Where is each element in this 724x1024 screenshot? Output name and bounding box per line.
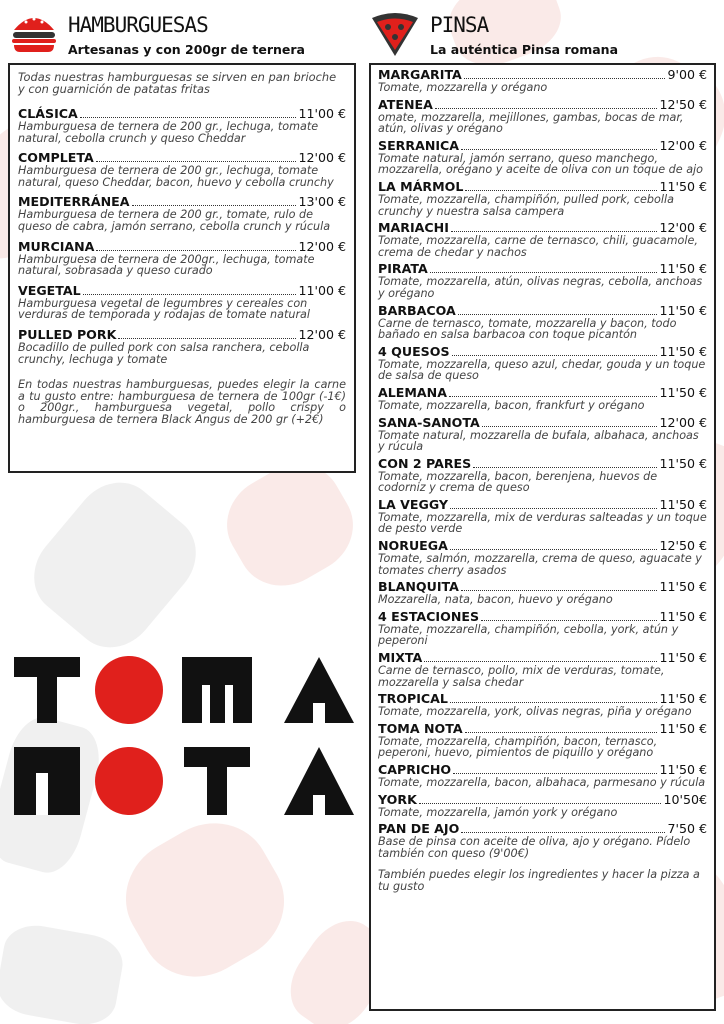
dot-leader	[118, 337, 296, 339]
menu-item	[378, 98, 707, 135]
menu-item-row	[378, 498, 707, 512]
dot-leader	[96, 160, 297, 162]
menu-item-description: Tomate, mozzarella, champiñón, cebolla, york, atún y peperoni	[378, 622, 679, 648]
menu-item-name: TOMA NOTA	[378, 720, 463, 736]
dot-leader	[96, 249, 296, 251]
menu-item-name: ATENEA	[378, 96, 433, 112]
pizza-icon	[370, 12, 420, 56]
menu-item-row	[378, 651, 707, 665]
menu-item-description: Tomate, mozzarella, champiñón, bacon, ternasco, peperoni, huevo, pimientos de piquillo y orégano	[378, 734, 658, 760]
menu-item	[378, 539, 707, 576]
menu-item-name: 4 ESTACIONES	[378, 608, 480, 624]
dot-leader	[461, 589, 658, 591]
burgers-intro: Todas nuestras hamburguesas se sirven en pan brioche y con guarnición de patatas fritas	[18, 70, 337, 96]
menu-item	[378, 221, 707, 258]
menu-item	[378, 610, 707, 647]
menu-item	[378, 262, 707, 299]
menu-item-name: MARIACHI	[378, 220, 449, 236]
menu-item	[378, 651, 707, 688]
menu-item-name: CLÁSICA	[18, 106, 78, 121]
menu-item-name: ALEMANA	[378, 384, 447, 400]
menu-item	[18, 240, 346, 277]
pinsa-subtitle: La auténtica Pinsa romana	[430, 42, 619, 57]
menu-item-price: 12'00 €	[659, 220, 707, 236]
menu-item-name: COMPLETA	[18, 150, 94, 166]
dot-leader	[449, 395, 658, 397]
burgers-note: En todas nuestras hamburguesas, puedes elegir la carne a tu gusto entre: hamburguesa de ternera de 100gr (-1€) o 200gr., hamburguesa vegetal, pollo crispy o hamburguesa de ternera Black Angus de 200 gr (+2€)	[18, 378, 346, 426]
menu-item-description: Hamburguesa de ternera de 200 gr., lechuga, tomate natural, queso Cheddar, bacon, huevo y cebolla crunchy	[18, 164, 334, 189]
menu-item-price: 10'50€	[663, 791, 707, 807]
menu-item-row	[378, 763, 707, 777]
menu-item-name: VEGETAL	[18, 282, 81, 298]
menu-item-price: 11'50 €	[659, 302, 707, 318]
menu-item-row	[378, 345, 707, 359]
pinsa-menu-box	[369, 63, 716, 1011]
menu-item-price: 12'00 €	[298, 150, 346, 166]
menu-item-price: 11'50 €	[659, 762, 707, 777]
burgers-list	[18, 107, 346, 365]
menu-item-price: 11'50 €	[659, 496, 707, 512]
menu-item	[378, 822, 707, 859]
menu-item-description: Bocadillo de pulled pork con salsa ranchera, cebolla crunchy, lechuga y tomate	[18, 340, 310, 366]
dot-leader	[424, 660, 657, 662]
menu-item-row	[378, 692, 707, 706]
menu-item-price: 11'50 €	[659, 579, 707, 595]
dot-leader	[451, 230, 658, 232]
menu-item-row	[18, 240, 346, 254]
toma-nota-logo	[14, 655, 354, 825]
dot-leader	[450, 701, 658, 703]
menu-item-name: SERRANICA	[378, 137, 460, 153]
menu-item-description: Carne de ternasco, tomate, mozzarella y bacon, todo bañado en salsa barbacoa con toque picantón	[378, 316, 677, 342]
menu-item	[378, 692, 707, 718]
menu-item	[378, 763, 707, 789]
menu-item-price: 11'50 €	[659, 261, 707, 277]
menu-item-row	[378, 539, 707, 553]
menu-item-description: Hamburguesa de ternera de 200 gr., tomate, rulo de queso de cabra, jamón serrano, cebolla crunch y rúcula	[18, 208, 331, 233]
menu-item-row	[18, 284, 346, 298]
menu-item-name: LA VEGGY	[378, 496, 449, 512]
burger-icon	[10, 12, 58, 54]
menu-item-description: Tomate natural, mozzarella de bufala, albahaca, anchoas y rúcula	[378, 428, 699, 454]
menu-item-name: MIXTA	[378, 650, 423, 666]
menu-item-row	[18, 107, 346, 121]
dot-leader	[80, 116, 297, 118]
menu-item	[18, 328, 346, 365]
menu-item-name: NORUEGA	[378, 538, 448, 554]
menu-item-row	[378, 262, 707, 276]
menu-item	[378, 386, 707, 412]
menu-item-price: 12'00 €	[298, 238, 346, 254]
menu-item-price: 12'50 €	[659, 96, 707, 112]
dot-leader	[473, 466, 657, 468]
menu-item-name: MEDITERRÁNEA	[18, 194, 130, 210]
menu-item-price: 12'00 €	[298, 326, 346, 342]
menu-item-description: Tomate natural, jamón serrano, queso manchego, mozzarella, orégano y aceite de oliva con un toque de ajo	[378, 151, 704, 177]
menu-item-name: CAPRICHO	[378, 762, 452, 777]
pinsa-header	[370, 8, 714, 58]
menu-item-name: LA MÁRMOL	[378, 178, 464, 194]
menu-item	[378, 498, 707, 535]
menu-item	[378, 722, 707, 759]
dot-leader	[132, 204, 297, 206]
menu-item-price: 12'00 €	[659, 137, 707, 153]
menu-item-price: 11'50 €	[659, 691, 707, 707]
burgers-header	[10, 8, 350, 58]
menu-item	[378, 457, 707, 494]
menu-item-price: 11'50 €	[659, 720, 707, 736]
menu-item-description: Tomate, mozzarella, mix de verduras salteadas y un toque de pesto verde	[378, 510, 707, 536]
menu-item-row	[18, 151, 346, 165]
menu-item-row	[378, 822, 707, 836]
burgers-subtitle: Artesanas y con 200gr de ternera	[68, 42, 305, 57]
menu-item-name: MURCIANA	[18, 238, 95, 254]
menu-item-description: Carne de ternasco, pollo, mix de verduras, tomate, mozzarella y salsa chedar	[378, 664, 665, 689]
menu-item	[378, 180, 707, 217]
menu-item-description: Base de pinsa con aceite de oliva, ajo y orégano. Pídelo también con queso (9'00€)	[378, 835, 691, 860]
menu-item-row	[378, 139, 707, 153]
menu-item	[18, 151, 346, 188]
dot-leader	[453, 772, 657, 774]
menu-item-price: 12'00 €	[659, 414, 707, 430]
menu-item-row	[378, 180, 707, 194]
menu-item-description: Tomate, mozzarella y orégano	[378, 81, 548, 94]
menu-item-description: Hamburguesa de ternera de 200gr., lechuga, tomate natural, sobrasada y queso curado	[18, 252, 315, 278]
menu-item	[18, 284, 346, 321]
menu-item-row	[378, 722, 707, 736]
dot-leader	[419, 802, 662, 804]
pinsa-list	[378, 68, 707, 859]
menu-item-price: 11'50 €	[659, 650, 707, 666]
menu-item-name: CON 2 PARES	[378, 455, 472, 471]
menu-item-row	[378, 221, 707, 235]
menu-item-row	[378, 793, 707, 807]
menu-item-name: BARBACOA	[378, 302, 456, 318]
toma-nota-logo-graphic	[14, 655, 354, 825]
menu-item-row	[18, 328, 346, 342]
menu-item-description: Mozzarella, nata, bacon, huevo y orégano	[378, 593, 613, 607]
menu-item-price: 7'50 €	[667, 821, 707, 837]
dot-leader	[450, 507, 657, 509]
pinsa-note: También puedes elegir los ingredientes y hacer la pizza a tu gusto	[378, 868, 700, 893]
burgers-title: HAMBURGUESAS	[68, 13, 208, 37]
dot-leader	[435, 107, 658, 109]
menu-item-row	[378, 580, 707, 594]
menu-item-description: Tomate, salmón, mozzarella, crema de queso, aguacate y tomates cherry asados	[378, 552, 702, 577]
menu-item-price: 9'00 €	[667, 67, 707, 82]
menu-item-description: Tomate, mozzarella, carne de ternasco, chili, guacamole, crema de chedar y nachos	[378, 234, 698, 259]
dot-leader	[465, 731, 658, 733]
menu-item-description: omate, mozzarella, mejillones, gambas, bocas de mar, atún, olivas y orégano	[378, 110, 684, 136]
menu-item-price: 11'50 €	[659, 384, 707, 400]
dot-leader	[464, 77, 666, 79]
menu-item	[18, 107, 346, 144]
menu-item-name: PIRATA	[378, 261, 428, 277]
menu-item-description: Hamburguesa vegetal de legumbres y cereales con verduras de temporada y rodajas de tomate natural	[18, 296, 311, 322]
menu-item	[378, 345, 707, 382]
menu-item-row	[378, 304, 707, 318]
dot-leader	[465, 189, 657, 191]
menu-item-row	[378, 457, 707, 471]
menu-item-row	[18, 195, 346, 209]
menu-item-row	[378, 610, 707, 624]
menu-item-price: 11'50 €	[659, 178, 707, 194]
menu-item	[378, 416, 707, 453]
menu-item-price: 11'00 €	[298, 282, 346, 298]
menu-item-name: BLANQUITA	[378, 579, 459, 595]
menu-item-row	[378, 68, 707, 82]
dot-leader	[461, 148, 657, 150]
menu-item-name: 4 QUESOS	[378, 343, 450, 359]
menu-item-description: Tomate, mozzarella, jamón york y orégano	[378, 805, 618, 819]
menu-item-description: Tomate, mozzarella, york, olivas negras, piña y orégano	[378, 705, 692, 719]
menu-item-description: Tomate, mozzarella, queso azul, chedar, gouda y un toque de salsa de queso	[378, 357, 706, 383]
menu-item-description: Tomate, mozzarella, bacon, berenjena, huevos de codorniz y crema de queso	[378, 469, 658, 495]
menu-item-description: Tomate, mozzarella, champiñón, pulled pork, cebolla crunchy y nuestra salsa campera	[378, 192, 674, 218]
menu-item-price: 11'50 €	[659, 608, 707, 624]
menu-item	[18, 195, 346, 232]
menu-item-name: TROPICAL	[378, 691, 448, 707]
menu-item	[378, 793, 707, 819]
dot-leader	[452, 354, 658, 356]
menu-item-name: YORK	[378, 791, 417, 807]
menu-item	[378, 139, 707, 176]
menu-item-name: MARGARITA	[378, 67, 462, 82]
menu-item-price: 11'50 €	[659, 455, 707, 471]
menu-item-name: SANA-SANOTA	[378, 414, 480, 430]
dot-leader	[430, 271, 658, 273]
menu-item-price: 11'50 €	[659, 343, 707, 359]
dot-leader	[83, 293, 297, 295]
menu-item	[378, 304, 707, 341]
menu-item-price: 13'00 €	[298, 194, 346, 210]
menu-item-description: Tomate, mozzarella, atún, olivas negras, cebolla, anchoas y orégano	[378, 275, 703, 300]
dot-leader	[458, 313, 658, 315]
menu-item-description: Tomate, mozzarella, bacon, frankfurt y orégano	[378, 398, 645, 412]
dot-leader	[482, 425, 658, 427]
menu-item-name: PULLED PORK	[18, 326, 117, 342]
menu-item-row	[378, 98, 707, 112]
menu-item	[378, 580, 707, 606]
pinsa-title: PINSA	[430, 13, 489, 37]
menu-item-price: 12'50 €	[659, 538, 707, 554]
dot-leader	[481, 619, 657, 621]
burgers-menu-box	[8, 63, 356, 473]
menu-item-row	[378, 386, 707, 400]
dot-leader	[450, 548, 658, 550]
menu-item	[378, 68, 707, 94]
menu-item-description: Hamburguesa de ternera de 200 gr., lechuga, tomate natural, cebolla crunch y queso Cheddar	[18, 120, 319, 145]
menu-item-description: Tomate, mozzarella, bacon, albahaca, parmesano y rúcula	[378, 776, 706, 789]
menu-item-price: 11'00 €	[298, 106, 346, 121]
menu-item-row	[378, 416, 707, 430]
dot-leader	[461, 831, 665, 833]
menu-item-name: PAN DE AJO	[378, 821, 460, 837]
